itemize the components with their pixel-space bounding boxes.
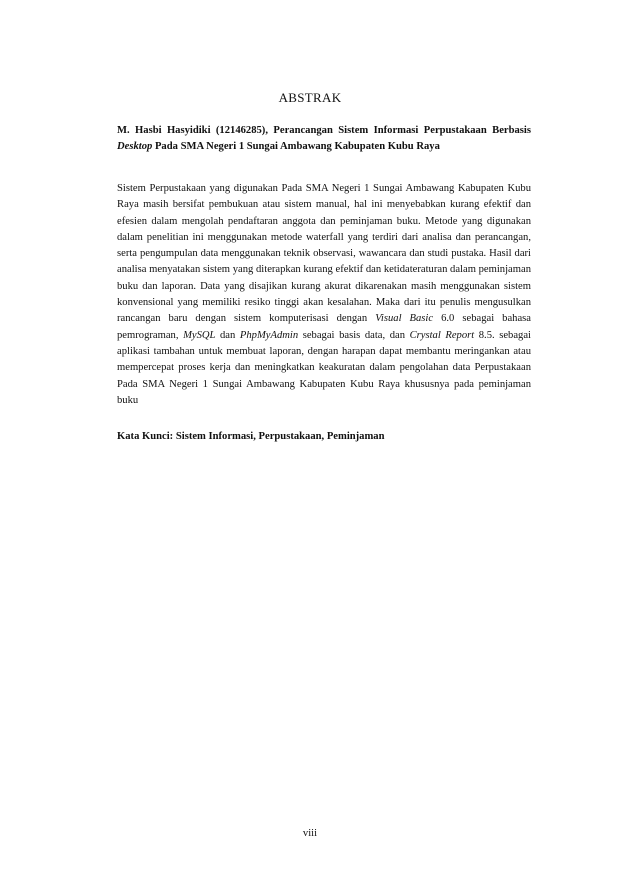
abstract-text-5: 8.5. sebagai aplikasi tambahan untuk membuat laporan, dengan harapan dapat membantu meringankan atau mempercepat proses kerja dan meningkatkan keakuratan dalam pengolahan data Perpustakaan Pada SMA Negeri 1 Sungai Ambawang Kabupaten Kubu Raya khususnya pada peminjaman buku: [117, 329, 531, 406]
abstract-term-visual-basic: Visual Basic: [375, 313, 434, 325]
abstract-text-3: dan: [215, 329, 240, 341]
citation-title-part1: Perancangan Sistem Informasi Perpustakaan Berbasis: [273, 125, 531, 136]
abstract-text-4: sebagai basis data, dan: [298, 329, 410, 341]
citation-author: M. Hasbi Hasyidiki (12146285),: [117, 125, 274, 136]
abstract-term-phpmyadmin: PhpMyAdmin: [239, 329, 299, 341]
page-number: viii: [302, 828, 318, 839]
citation-title-italic: Desktop: [117, 141, 153, 153]
abstract-heading: ABSTRAK: [278, 90, 342, 105]
keywords-line: Kata Kunci: Sistem Informasi, Perpustakaan, Peminjaman: [117, 431, 385, 442]
abstract-text-2: 6.0 sebagai bahasa pemrograman,: [117, 313, 531, 341]
abstract-term-mysql: MySQL: [183, 329, 216, 341]
abstract-term-crystal-report: Crystal Report: [409, 329, 475, 341]
citation-paragraph: [117, 123, 531, 156]
abstract-text-1: Sistem Perpustakaan yang digunakan Pada SMA Negeri 1 Sungai Ambawang Kabupaten Kubu Raya masih bersifat pembukuan atau sistem manual, hal ini menyebabkan kurang efektif dan efesien dalam mengolah pendaftaran anggota dan peminjaman buku. Metode yang digunakan dalam penelitian ini menggunakan metode waterfall yang terdiri dari analisa dan perancangan, serta pengumpulan data menggunakan teknik observasi, wawancara dan studi pustaka. Hasil dari analisa menyatakan sistem yang diterapkan kurang efektif dan ketidateraturan dalam peminjaman buku dan laporan. Data yang disajikan kurang akurat dikarenakan masih menggunakan sistem konvensional yang memiliki resiko tinggi akan kesalahan. Maka dari itu penulis mengusulkan rancangan baru dengan sistem komputerisasi dengan: [117, 183, 531, 325]
citation-title-part2: Pada SMA Negeri 1 Sungai Ambawang Kabupaten Kubu Raya: [152, 141, 440, 153]
abstract-body: [117, 181, 531, 409]
